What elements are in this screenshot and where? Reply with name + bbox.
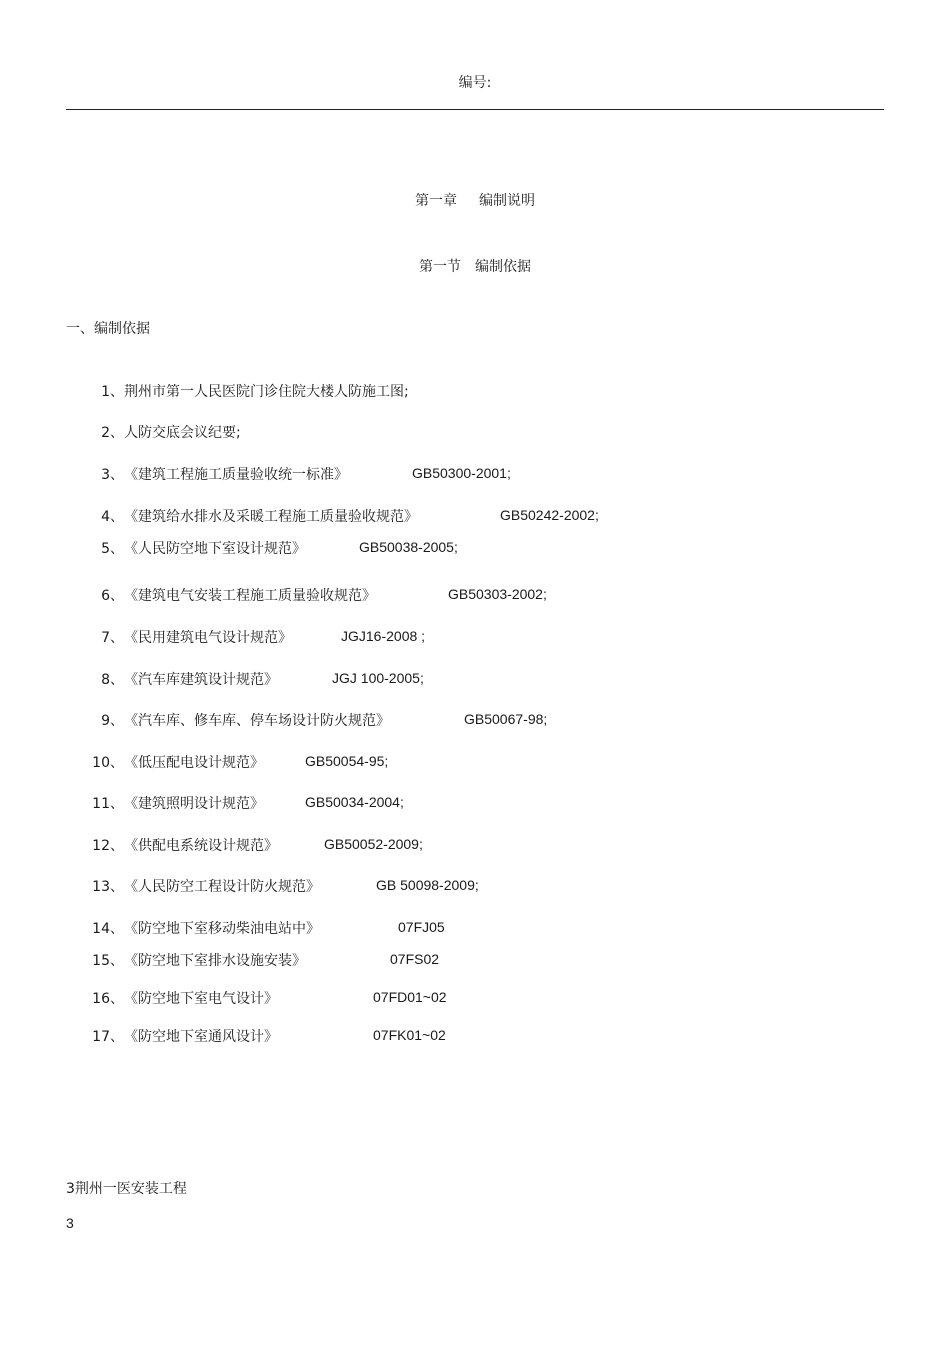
section-number: 第一节 — [419, 259, 461, 275]
chapter-heading — [0, 190, 950, 210]
item-number: 11、 — [92, 796, 124, 812]
item-number: 16、 — [92, 991, 124, 1007]
list-item — [86, 876, 320, 896]
item-title: 《人民防空地下室设计规范》 — [124, 541, 306, 557]
list-item — [86, 422, 241, 442]
item-number: 9、 — [101, 713, 124, 729]
item-code: GB50052-2009; — [324, 836, 423, 852]
item-code: GB50067-98; — [464, 711, 548, 727]
item-number: 5、 — [101, 541, 124, 557]
item-number: 13、 — [92, 879, 124, 895]
item-code: GB50054-95; — [305, 753, 389, 769]
page-number: 3 — [66, 1215, 74, 1231]
item-title: 《汽车库建筑设计规范》 — [124, 672, 278, 688]
item-title: 《防空地下室通风设计》 — [124, 1029, 278, 1045]
list-item — [86, 627, 292, 647]
item-number: 4、 — [101, 509, 124, 525]
item-code: JGJ 100-2005; — [332, 670, 424, 686]
list-item — [86, 464, 348, 484]
item-code: GB50242-2002; — [500, 507, 599, 523]
list-item — [86, 988, 278, 1008]
chapter-title: 编制说明 — [479, 193, 535, 209]
item-number: 7、 — [101, 630, 124, 646]
list-item — [86, 585, 376, 605]
item-title: 《防空地下室移动柴油电站中》 — [124, 921, 320, 937]
list-item — [86, 506, 418, 526]
footer-title: 3荆州一医安装工程 — [66, 1181, 187, 1197]
item-number: 14、 — [92, 921, 124, 937]
item-code: GB50034-2004; — [305, 794, 404, 810]
item-code: GB50300-2001; — [412, 465, 511, 481]
list-item — [86, 793, 264, 813]
list-item — [86, 752, 264, 772]
list-item — [86, 918, 320, 938]
item-number: 6、 — [101, 588, 124, 604]
list-item — [86, 538, 306, 558]
document-number-label: 编号: — [458, 75, 492, 91]
item-code: JGJ16-2008 ; — [341, 628, 426, 644]
item-title: 人防交底会议纪要; — [124, 425, 241, 441]
item-title: 荆州市第一人民医院门诊住院大楼人防施工图; — [124, 384, 409, 400]
item-title: 《低压配电设计规范》 — [124, 755, 264, 771]
item-number: 2、 — [101, 425, 124, 441]
subheading: 一、编制依据 — [66, 321, 150, 337]
item-title: 《防空地下室电气设计》 — [124, 991, 278, 1007]
item-code: GB50303-2002; — [448, 586, 547, 602]
item-number: 12、 — [92, 838, 124, 854]
item-title: 《建筑给水排水及采暖工程施工质量验收规范》 — [124, 509, 418, 525]
item-code: 07FD01~02 — [373, 989, 447, 1005]
item-title: 《民用建筑电气设计规范》 — [124, 630, 292, 646]
item-title: 《人民防空工程设计防火规范》 — [124, 879, 320, 895]
item-code: 07FS02 — [390, 951, 440, 967]
item-title: 《建筑照明设计规范》 — [124, 796, 264, 812]
list-item — [86, 381, 409, 401]
item-code: 07FK01~02 — [373, 1027, 446, 1043]
item-title: 《汽车库、修车库、停车场设计防火规范》 — [124, 713, 390, 729]
item-number: 17、 — [92, 1029, 124, 1045]
list-item — [86, 669, 278, 689]
item-title: 《建筑电气安装工程施工质量验收规范》 — [124, 588, 376, 604]
item-number: 8、 — [101, 672, 124, 688]
item-number: 15、 — [92, 953, 124, 969]
item-code: GB 50098-2009; — [376, 877, 479, 893]
section-heading — [0, 256, 950, 276]
list-item — [86, 1026, 278, 1046]
item-number: 1、 — [101, 384, 124, 400]
list-item — [86, 710, 390, 730]
list-item — [86, 835, 278, 855]
chapter-number: 第一章 — [415, 193, 457, 209]
section-title: 编制依据 — [475, 259, 531, 275]
header-divider — [66, 109, 884, 110]
item-code: GB50038-2005; — [359, 539, 458, 555]
list-item — [86, 950, 306, 970]
item-number: 10、 — [92, 755, 124, 771]
item-title: 《建筑工程施工质量验收统一标准》 — [124, 467, 348, 483]
item-title: 《防空地下室排水设施安装》 — [124, 953, 306, 969]
item-code: 07FJ05 — [398, 919, 445, 935]
item-number: 3、 — [101, 467, 124, 483]
item-title: 《供配电系统设计规范》 — [124, 838, 278, 854]
